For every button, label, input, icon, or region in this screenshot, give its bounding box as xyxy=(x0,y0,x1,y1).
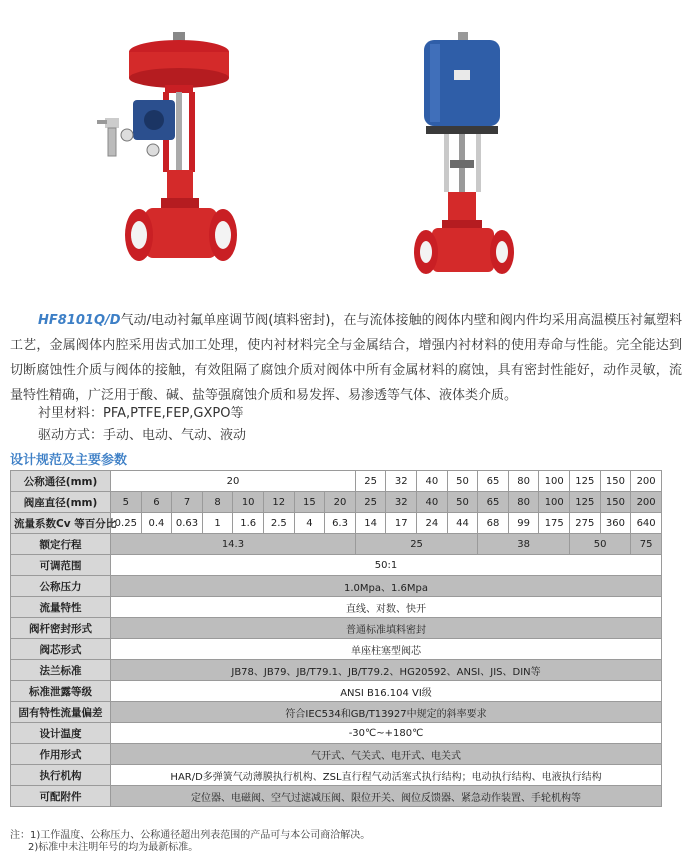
table-row xyxy=(11,513,662,534)
table-cell: 20 xyxy=(111,471,356,492)
table-cell: 68 xyxy=(478,513,509,534)
table-cell: 65 xyxy=(478,471,509,492)
table-cell: 20 xyxy=(325,492,356,513)
table-cell: 75 xyxy=(631,534,662,555)
table-cell: 80 xyxy=(508,471,539,492)
table-row xyxy=(11,639,662,660)
table-cell: 1 xyxy=(202,513,233,534)
table-cell: 40 xyxy=(417,471,448,492)
table-cell: 6 xyxy=(141,492,172,513)
table-row xyxy=(11,471,662,492)
table-row xyxy=(11,555,662,576)
electric-valve-image xyxy=(410,30,520,285)
table-cell: 50:1 xyxy=(111,555,662,576)
table-cell: 10 xyxy=(233,492,264,513)
row-label: 可调范围 xyxy=(11,555,111,576)
row-label: 阀杆密封形式 xyxy=(11,618,111,639)
table-cell: 17 xyxy=(386,513,417,534)
row-label: 标准泄露等级 xyxy=(11,681,111,702)
table-cell: 50 xyxy=(447,471,478,492)
table-cell: 0.63 xyxy=(172,513,203,534)
table-cell: 125 xyxy=(570,471,601,492)
table-cell: 25 xyxy=(355,492,386,513)
footnotes xyxy=(10,830,370,854)
table-cell: 14.3 xyxy=(111,534,356,555)
table-cell: 7 xyxy=(172,492,203,513)
drive-modes: 驱动方式：手动、电动、气动、液动 xyxy=(38,428,247,443)
row-label: 额定行程 xyxy=(11,534,111,555)
row-label: 法兰标准 xyxy=(11,660,111,681)
row-label xyxy=(11,513,117,534)
table-cell: 符合IEC534和GB/T13927中规定的斜率要求 xyxy=(111,702,662,723)
table-row xyxy=(11,723,662,744)
row-label: 阀芯形式 xyxy=(11,639,111,660)
table-cell: 275 xyxy=(570,513,601,534)
row-label: 固有特性流量偏差 xyxy=(11,702,111,723)
table-cell: 2.5 xyxy=(263,513,294,534)
table-cell: 175 xyxy=(539,513,570,534)
table-cell: 50 xyxy=(447,492,478,513)
table-row xyxy=(11,576,662,597)
table-cell: 50 xyxy=(570,534,631,555)
footnote-1: 注：1)工作温度、公称压力、公称通径超出列表范围的产品可与本公司商洽解决。 xyxy=(10,830,371,841)
table-cell: 4 xyxy=(294,513,325,534)
table-row xyxy=(11,660,662,681)
spec-list xyxy=(38,403,246,447)
table-row xyxy=(11,681,662,702)
table-cell: 38 xyxy=(478,534,570,555)
table-row xyxy=(11,702,662,723)
table-row xyxy=(11,744,662,765)
table-cell: 100 xyxy=(539,492,570,513)
table-cell: 5 xyxy=(111,492,142,513)
table-cell: 80 xyxy=(508,492,539,513)
table-cell: 普通标准填料密封 xyxy=(111,618,662,639)
footnote-2: 2)标准中未注明年号的均为最新标准。 xyxy=(28,842,199,853)
row-label: 作用形式 xyxy=(11,744,111,765)
table-cell: 15 xyxy=(294,492,325,513)
row-label: 可配附件 xyxy=(11,786,111,807)
table-cell: 150 xyxy=(600,471,631,492)
table-cell: 99 xyxy=(508,513,539,534)
table-cell: 640 xyxy=(631,513,662,534)
cv-label: 流量系数Cv xyxy=(14,517,71,530)
table-cell: 24 xyxy=(417,513,448,534)
table-cell: 25 xyxy=(355,471,386,492)
model-number: HF8101Q/D xyxy=(38,313,121,328)
table-cell: 6.3 xyxy=(325,513,356,534)
description-text: 气动/电动衬氟单座调节阀(填料密封)，在与流体接触的阀体内壁和阀内件均采用高温模压衬氟塑料工艺，金属阀体内腔采用齿式加工处理，使内衬材料完全与金属结合，增强内衬材料的使用寿命与性能。完全能达到切断腐蚀性介质与阀体的接触，有效阻隔了腐蚀介质对阀体中所有金属材料的腐蚀，具有密封性能好，动作灵敏，流量特性精确，广泛用于酸、碱、盐等强腐蚀介质和易发挥、易渗透等气体、液体类介质。 xyxy=(10,313,682,403)
row-label: 公称压力 xyxy=(11,576,111,597)
table-cell: 气开式、气关式、电开式、电关式 xyxy=(111,744,662,765)
table-row xyxy=(11,534,662,555)
table-cell: ANSI B16.104 VI级 xyxy=(111,681,662,702)
table-cell: 125 xyxy=(570,492,601,513)
table-cell: 150 xyxy=(600,492,631,513)
parameter-table xyxy=(10,470,662,807)
table-row xyxy=(11,597,662,618)
row-label: 公称通径(mm) xyxy=(11,471,111,492)
table-cell: 25 xyxy=(355,534,477,555)
cv-sublabel: 等百分比 xyxy=(74,517,117,530)
table-row xyxy=(11,492,662,513)
section-title: 设计规范及主要参数 xyxy=(10,453,128,468)
table-cell: 40 xyxy=(417,492,448,513)
table-cell: 360 xyxy=(600,513,631,534)
row-label: 设计温度 xyxy=(11,723,111,744)
table-cell: 200 xyxy=(631,471,662,492)
table-row xyxy=(11,786,662,807)
row-label: 执行机构 xyxy=(11,765,111,786)
lining-materials: 衬里材料：PFA,PTFE,FEP,GXPO等 xyxy=(38,406,244,421)
table-cell: 定位器、电磁阀、空气过滤减压阀、限位开关、阀位反馈器、紧急动作装置、手轮机构等 xyxy=(111,786,662,807)
table-cell: 单座柱塞型阀芯 xyxy=(111,639,662,660)
table-cell: 1.6 xyxy=(233,513,264,534)
table-cell: 32 xyxy=(386,492,417,513)
table-cell: 200 xyxy=(631,492,662,513)
table-cell: 8 xyxy=(202,492,233,513)
product-photos xyxy=(0,0,691,300)
table-cell: -30℃~+180℃ xyxy=(111,723,662,744)
product-description xyxy=(10,308,682,408)
table-cell: 44 xyxy=(447,513,478,534)
table-cell: 100 xyxy=(539,471,570,492)
table-row xyxy=(11,618,662,639)
table-cell: 直线、对数、快开 xyxy=(111,597,662,618)
table-cell: 65 xyxy=(478,492,509,513)
table-cell: 32 xyxy=(386,471,417,492)
row-label: 阀座直径(mm) xyxy=(11,492,111,513)
table-cell: 0.25 xyxy=(111,513,142,534)
table-row xyxy=(11,765,662,786)
table-cell: 12 xyxy=(263,492,294,513)
table-cell: HAR/D多弹簧气动薄膜执行机构、ZSL直行程气动活塞式执行结构；电动执行结构、电液执行结构 xyxy=(111,765,662,786)
row-label: 流量特性 xyxy=(11,597,111,618)
table-cell: 0.4 xyxy=(141,513,172,534)
table-cell: 1.0Mpa、1.6Mpa xyxy=(111,576,662,597)
pneumatic-valve-image xyxy=(95,30,280,285)
table-cell: JB78、JB79、JB/T79.1、JB/T79.2、HG20592、ANSI、JIS、DIN等 xyxy=(111,660,662,681)
table-cell: 14 xyxy=(355,513,386,534)
